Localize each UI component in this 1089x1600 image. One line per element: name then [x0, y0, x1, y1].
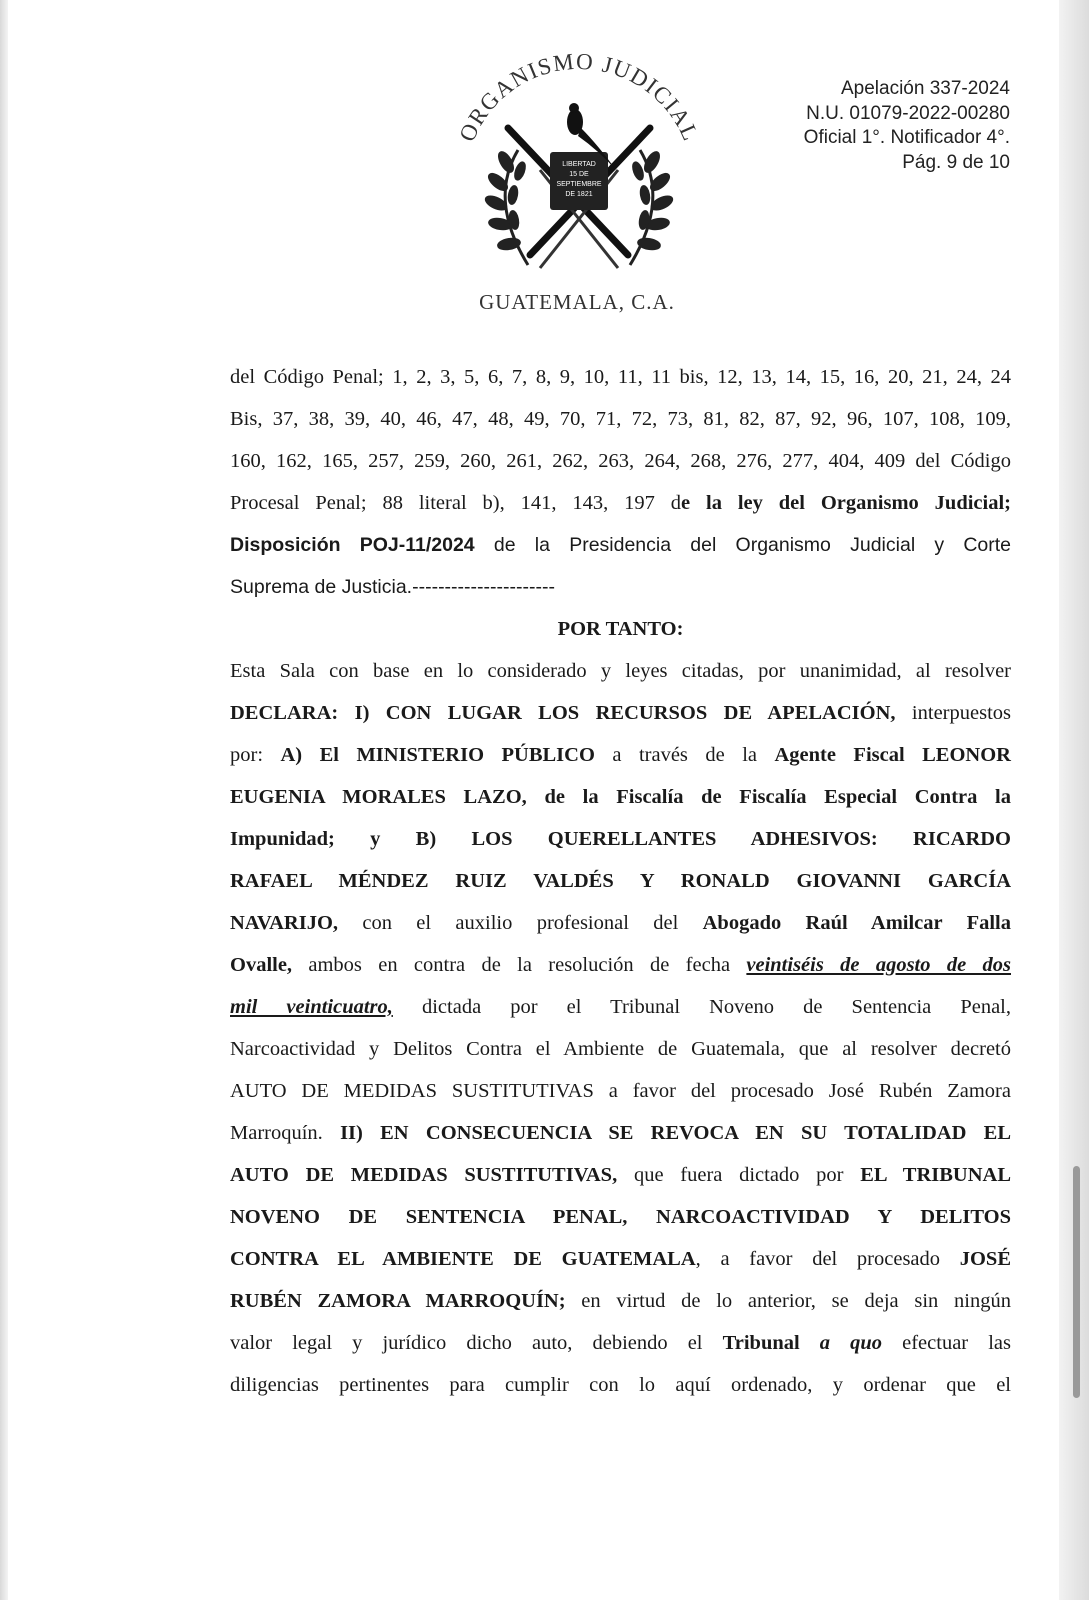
text-line: del Código Penal; 1, 2, 3, 5, 6, 7, 8, 9, 10, 11, 11 bis, 12, 13, 14, 15, 16, 20, 21, 24, 24: [230, 366, 1011, 388]
text-line: AUTO DE MEDIDAS SUSTITUTIVAS, que fuera dictado por EL TRIBUNAL: [230, 1164, 1012, 1186]
seal-arc-text: ORGANISMO JUDICIAL: [454, 50, 704, 146]
text-line: RUBÉN ZAMORA MARROQUÍN; en virtud de lo anterior, se deja sin ningún: [230, 1290, 1011, 1312]
text-line: NOVENO DE SENTENCIA PENAL, NARCOACTIVIDAD Y DELITOS: [230, 1206, 1011, 1228]
svg-text:DE 1821: DE 1821: [565, 191, 593, 198]
laurel-left-icon: [484, 150, 528, 265]
text-line: Ovalle, ambos en contra de la resolución de fecha veintiséis de agosto de dos: [230, 954, 1011, 976]
text-line: valor legal y jurídico dicho auto, debiendo el Tribunal a quo efectuar las: [230, 1332, 1011, 1354]
text-line: Bis, 37, 38, 39, 40, 46, 47, 48, 49, 70, 71, 72, 73, 81, 82, 87, 92, 96, 107, 108, 109,: [230, 408, 1011, 430]
appeal-number: Apelación 337-2024: [840, 78, 1010, 99]
laurel-right-icon: [630, 150, 674, 265]
text-line: Esta Sala con base en lo considerado y leyes citadas, por unanimidad, al resolver: [230, 660, 1011, 682]
text-line: Marroquín. II) EN CONSECUENCIA SE REVOCA EN SU TOTALIDAD EL: [230, 1122, 1011, 1144]
unique-number: N.U. 01079-2022-00280: [806, 102, 1010, 124]
text-line: Disposición POJ-11/2024 de la Presidencia del Organismo Judicial y Corte: [230, 534, 1012, 556]
text-line: diligencias pertinentes para cumplir con lo aquí ordenado, y ordenar que el: [230, 1374, 1011, 1396]
text-line: por: A) El MINISTERIO PÚBLICO a través de la Agente Fiscal LEONOR: [230, 744, 1011, 766]
page-left-edge: [0, 0, 8, 1600]
svg-text:15 DE: 15 DE: [569, 171, 589, 178]
svg-text:LIBERTAD: LIBERTAD: [562, 161, 596, 168]
case-reference: [804, 77, 1010, 175]
text-line: Narcoactividad y Delitos Contra el Ambiente de Guatemala, que al resolver decretó: [230, 1038, 1011, 1060]
text-line: Procesal Penal; 88 literal b), 141, 143, 197 de la ley del Organismo Judicial;: [230, 492, 1011, 514]
text-line: Suprema de Justicia.----------------------: [230, 576, 555, 598]
text-line: DECLARA: I) CON LUGAR LOS RECURSOS DE APELACIÓN, interpuestos: [230, 702, 1011, 724]
text-line: Impunidad; y B) LOS QUERELLANTES ADHESIVOS: RICARDO: [230, 828, 1011, 850]
text-line: 160, 162, 165, 257, 259, 260, 261, 262, 263, 264, 268, 276, 277, 404, 409 del Código: [230, 450, 1011, 472]
resolution-body: [230, 356, 1011, 1406]
officer-info: Oficial 1°. Notificador 4°.: [803, 127, 1010, 148]
text-line: AUTO DE MEDIDAS SUSTITUTIVAS a favor del procesado José Rubén Zamora: [230, 1080, 1011, 1102]
scroll-icon: [550, 152, 608, 210]
section-heading: POR TANTO:: [557, 618, 684, 640]
text-line: NAVARIJO, con el auxilio profesional del Abogado Raúl Amilcar Falla: [230, 912, 1012, 934]
text-line: CONTRA EL AMBIENTE DE GUATEMALA, a favor del procesado JOSÉ: [230, 1248, 1011, 1270]
seal-caption: GUATEMALA, C.A.: [479, 290, 675, 314]
text-line: mil veinticuatro, dictada por el Tribunal Noveno de Sentencia Penal,: [230, 996, 1011, 1018]
organismo-judicial-seal: [448, 50, 710, 320]
text-line: RAFAEL MÉNDEZ RUIZ VALDÉS Y RONALD GIOVANNI GARCÍA: [230, 870, 1011, 892]
vertical-scrollbar[interactable]: [1073, 1166, 1080, 1398]
page-indicator: Pág. 9 de 10: [902, 151, 1010, 173]
text-line: EUGENIA MORALES LAZO, de la Fiscalía de Fiscalía Especial Contra la: [230, 786, 1011, 808]
svg-text:SEPTIEMBRE: SEPTIEMBRE: [556, 181, 602, 188]
